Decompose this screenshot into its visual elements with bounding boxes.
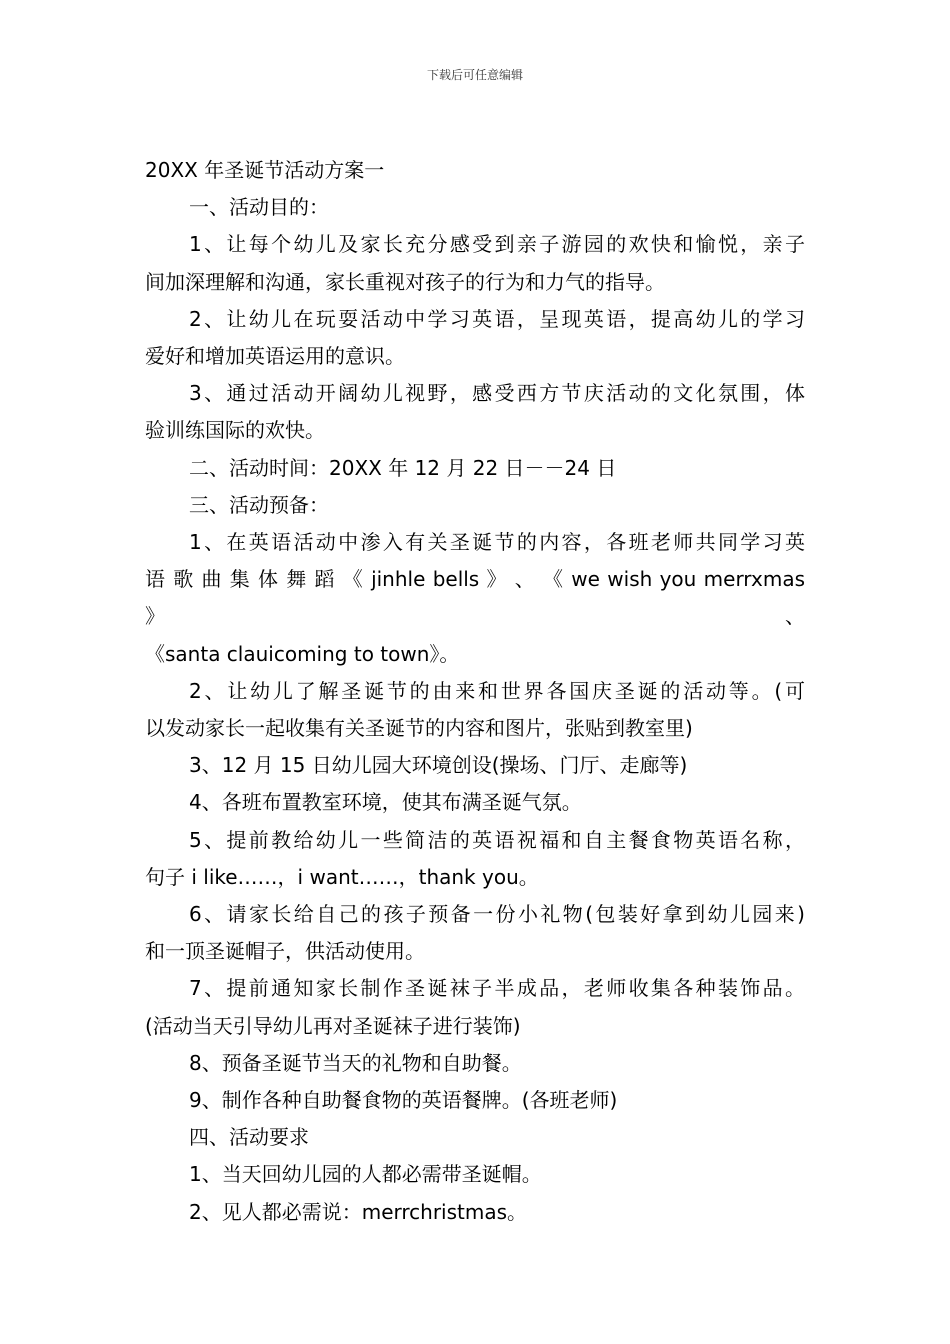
paragraph-line: 8、预备圣诞节当天的礼物和自助餐。 (189, 1050, 522, 1075)
paragraph-line: 句子 i like……，i want……，thank you。 (145, 864, 539, 889)
paragraph-line: 《santa clauicoming to town》。 (145, 641, 460, 666)
section-heading-time: 二、活动时间：20XX 年 12 月 22 日－－24 日 (189, 455, 617, 480)
paragraph-line: 9、制作各种自助餐食物的英语餐牌。(各班老师) (189, 1088, 618, 1113)
paragraph-line: 和一顶圣诞帽子，供活动使用。 (145, 939, 425, 964)
paragraph-line: 验训练国际的欢快。 (145, 418, 325, 443)
paragraph-line: 间加深理解和沟通，家长重视对孩子的行为和力气的指导。 (145, 269, 665, 294)
paragraph-line: (活动当天引导幼儿再对圣诞袜子进行装饰) (145, 1013, 521, 1038)
paragraph-line: 2、让幼儿在玩耍活动中学习英语，呈现英语，提高幼儿的学习 (189, 306, 805, 331)
paragraph-line: 语 歌 曲 集 体 舞 蹈 《 jinhle bells 》 、 《 we wish you merrxmas 》 、 (145, 567, 805, 629)
page-header-note: 下载后可任意编辑 (426, 68, 523, 82)
section-heading-purpose: 一、活动目的： (189, 195, 329, 220)
paragraph-line: 1、让每个幼儿及家长充分感受到亲子游园的欢快和愉悦，亲子 (189, 232, 805, 257)
paragraph-line: 以发动家长一起收集有关圣诞节的内容和图片，张贴到教室里) (145, 716, 693, 741)
paragraph-line: 6、请家长给自己的孩子预备一份小礼物(包装好拿到幼儿园来) (189, 902, 805, 927)
paragraph-line: 2、见人都必需说：merrchristmas。 (189, 1199, 528, 1224)
paragraph-line: 3、通过活动开阔幼儿视野，感受西方节庆活动的文化氛围，体 (189, 381, 805, 406)
paragraph-line: 7、提前通知家长制作圣诞袜子半成品，老师收集各种装饰品。 (189, 976, 805, 1001)
paragraph-line: 1、当天回幼儿园的人都必需带圣诞帽。 (189, 1162, 542, 1187)
paragraph-line: 3、12 月 15 日幼儿园大环境创设(操场、门厅、走廊等) (189, 753, 688, 778)
paragraph-line: 5、提前教给幼儿一些简洁的英语祝福和自主餐食物英语名称， (189, 827, 805, 852)
paragraph-line: 爱好和增加英语运用的意识。 (145, 344, 405, 369)
paragraph-line: 4、各班布置教室环境，使其布满圣诞气氛。 (189, 790, 582, 815)
document-body (145, 152, 805, 1231)
paragraph-line: 2、让幼儿了解圣诞节的由来和世界各国庆圣诞的活动等。(可 (189, 678, 805, 703)
paragraph-line: 1、在英语活动中渗入有关圣诞节的内容，各班老师共同学习英 (189, 530, 805, 555)
document-title: 20XX 年圣诞节活动方案一 (145, 158, 385, 182)
section-heading-preparation: 三、活动预备： (189, 492, 329, 517)
section-heading-requirements: 四、活动要求 (189, 1125, 309, 1150)
